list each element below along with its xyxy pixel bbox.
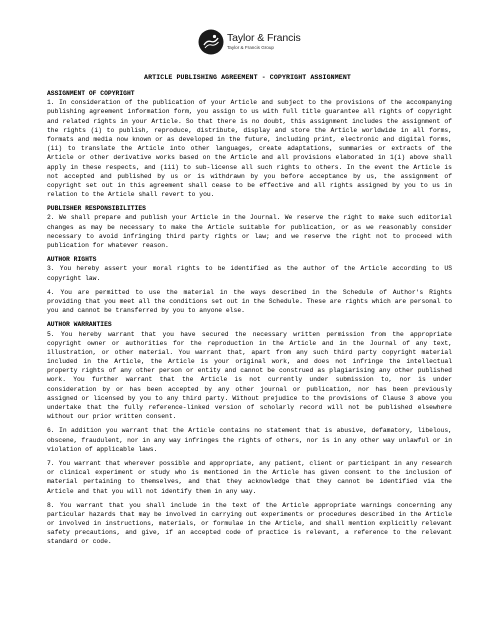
clause-4: 4. You are permitted to use the material in the ways described in the Schedule of Author's Rights providing that you meet all the conditions set out in the Schedule. These are rights which are personal to you and cannot be transferred by you to anyone else. [47,288,452,315]
clause-3: 3. You hereby assert your moral rights to be identified as the author of the Article according to US copyright law. [47,265,452,282]
logo-group: Taylor & Francis Group [227,44,274,50]
clause-5: 5. You hereby warrant that you have secured the necessary written permission from the appropriate copyright owner or authorities for the reproduction in the Article and in the Journal of any text, illustration, or other material. You warrant that, apart from any such third party copyright material included in the Article, the Article is your original work, and does not infringe the intellectual property rights of any other person or entity and cannot be construed as plagiarising any other published work. You further warrant that the Article is not currently under submission to, nor is under consideration by or has been accepted by any other journal or publication, nor has been previously assigned or licensed by you to any third party. Without prejudice to the provisions of Clause 3 above you undertake that the fully reference-linked version of scholarly record will not be published elsewhere without our prior written consent. [47,330,452,421]
publisher-logo [198,28,302,56]
clause-7: 7. You warrant that wherever possible and appropriate, any patient, client or participant in any research or clinical experiment or study who is mentioned in the Article has given consent to the inclusion of material pertaining to themselves, and that they acknowledge that they cannot be identified via the Article and that you will not identify them in any way. [47,459,452,495]
clause-6: 6. In addition you warrant that the Article contains no statement that is abusive, defamatory, libelous, obscene, fraudulent, nor in any way infringes the rights of others, nor is in any other way unlawful or in violation of applicable laws. [47,427,452,453]
clause-2: 2. We shall prepare and publish your Article in the Journal. We reserve the right to make such editorial changes as may be necessary to make the Article suitable for publication, or as we reasonably consider necessary to avoid infringing third party rights or law; and we reserve the right not to proceed with publication for whatever reason. [47,214,452,249]
document-body [47,89,452,547]
clause-8: 8. You warrant that you shall include in the text of the Article appropriate warnings concerning any particular hazards that may be involved in carrying out experiments or procedures described in the Article or involved in instructions, materials, or formulae in the Article, and shall mention explicitly relevant safety precautions, and give, if an accepted code of practice is relevant, a reference to the relevant standard or code. [47,501,452,546]
section-heading-copyright: ASSIGNMENT OF COPYRIGHT [47,90,135,97]
clause-1: 1. In consideration of the publication of your Article and subject to the provisions of the accompanying publishing agreement information form, you assign to us with full title guarantee all rights of copyright and related rights in your Article. So that there is no doubt, this assignment includes the assignment of the rights (i) to publish, reproduce, distribute, display and store the Article worldwide in all forms, formats and media now known or as developed in the future, including print, electronic and digital forms, (ii) to translate the Article into other languages, create adaptations, summaries or extracts of the Article or other derivative works based on the Article and all provisions elaborated in 1(i) above shall apply in these respects, and (iii) to sub-license all such rights to others. In the event the Article is not accepted and published by us or is withdrawn by you before acceptance by us, the assignment of copyright set out in this agreement shall cease to be effective and all rights assigned by you to us in relation to the Article shall revert to you. [47,99,452,199]
section-heading-warranties: AUTHOR WARRANTIES [47,321,112,329]
document-title: ARTICLE PUBLISHING AGREEMENT - COPYRIGHT ASSIGNMENT [144,74,351,81]
section-heading-publisher: PUBLISHER RESPONSIBILITIES [47,205,146,213]
logo-name: Taylor & Francis [227,32,301,45]
section-heading-author-rights: AUTHOR RIGHTS [47,256,97,264]
taylor-francis-logo-icon [198,29,224,55]
